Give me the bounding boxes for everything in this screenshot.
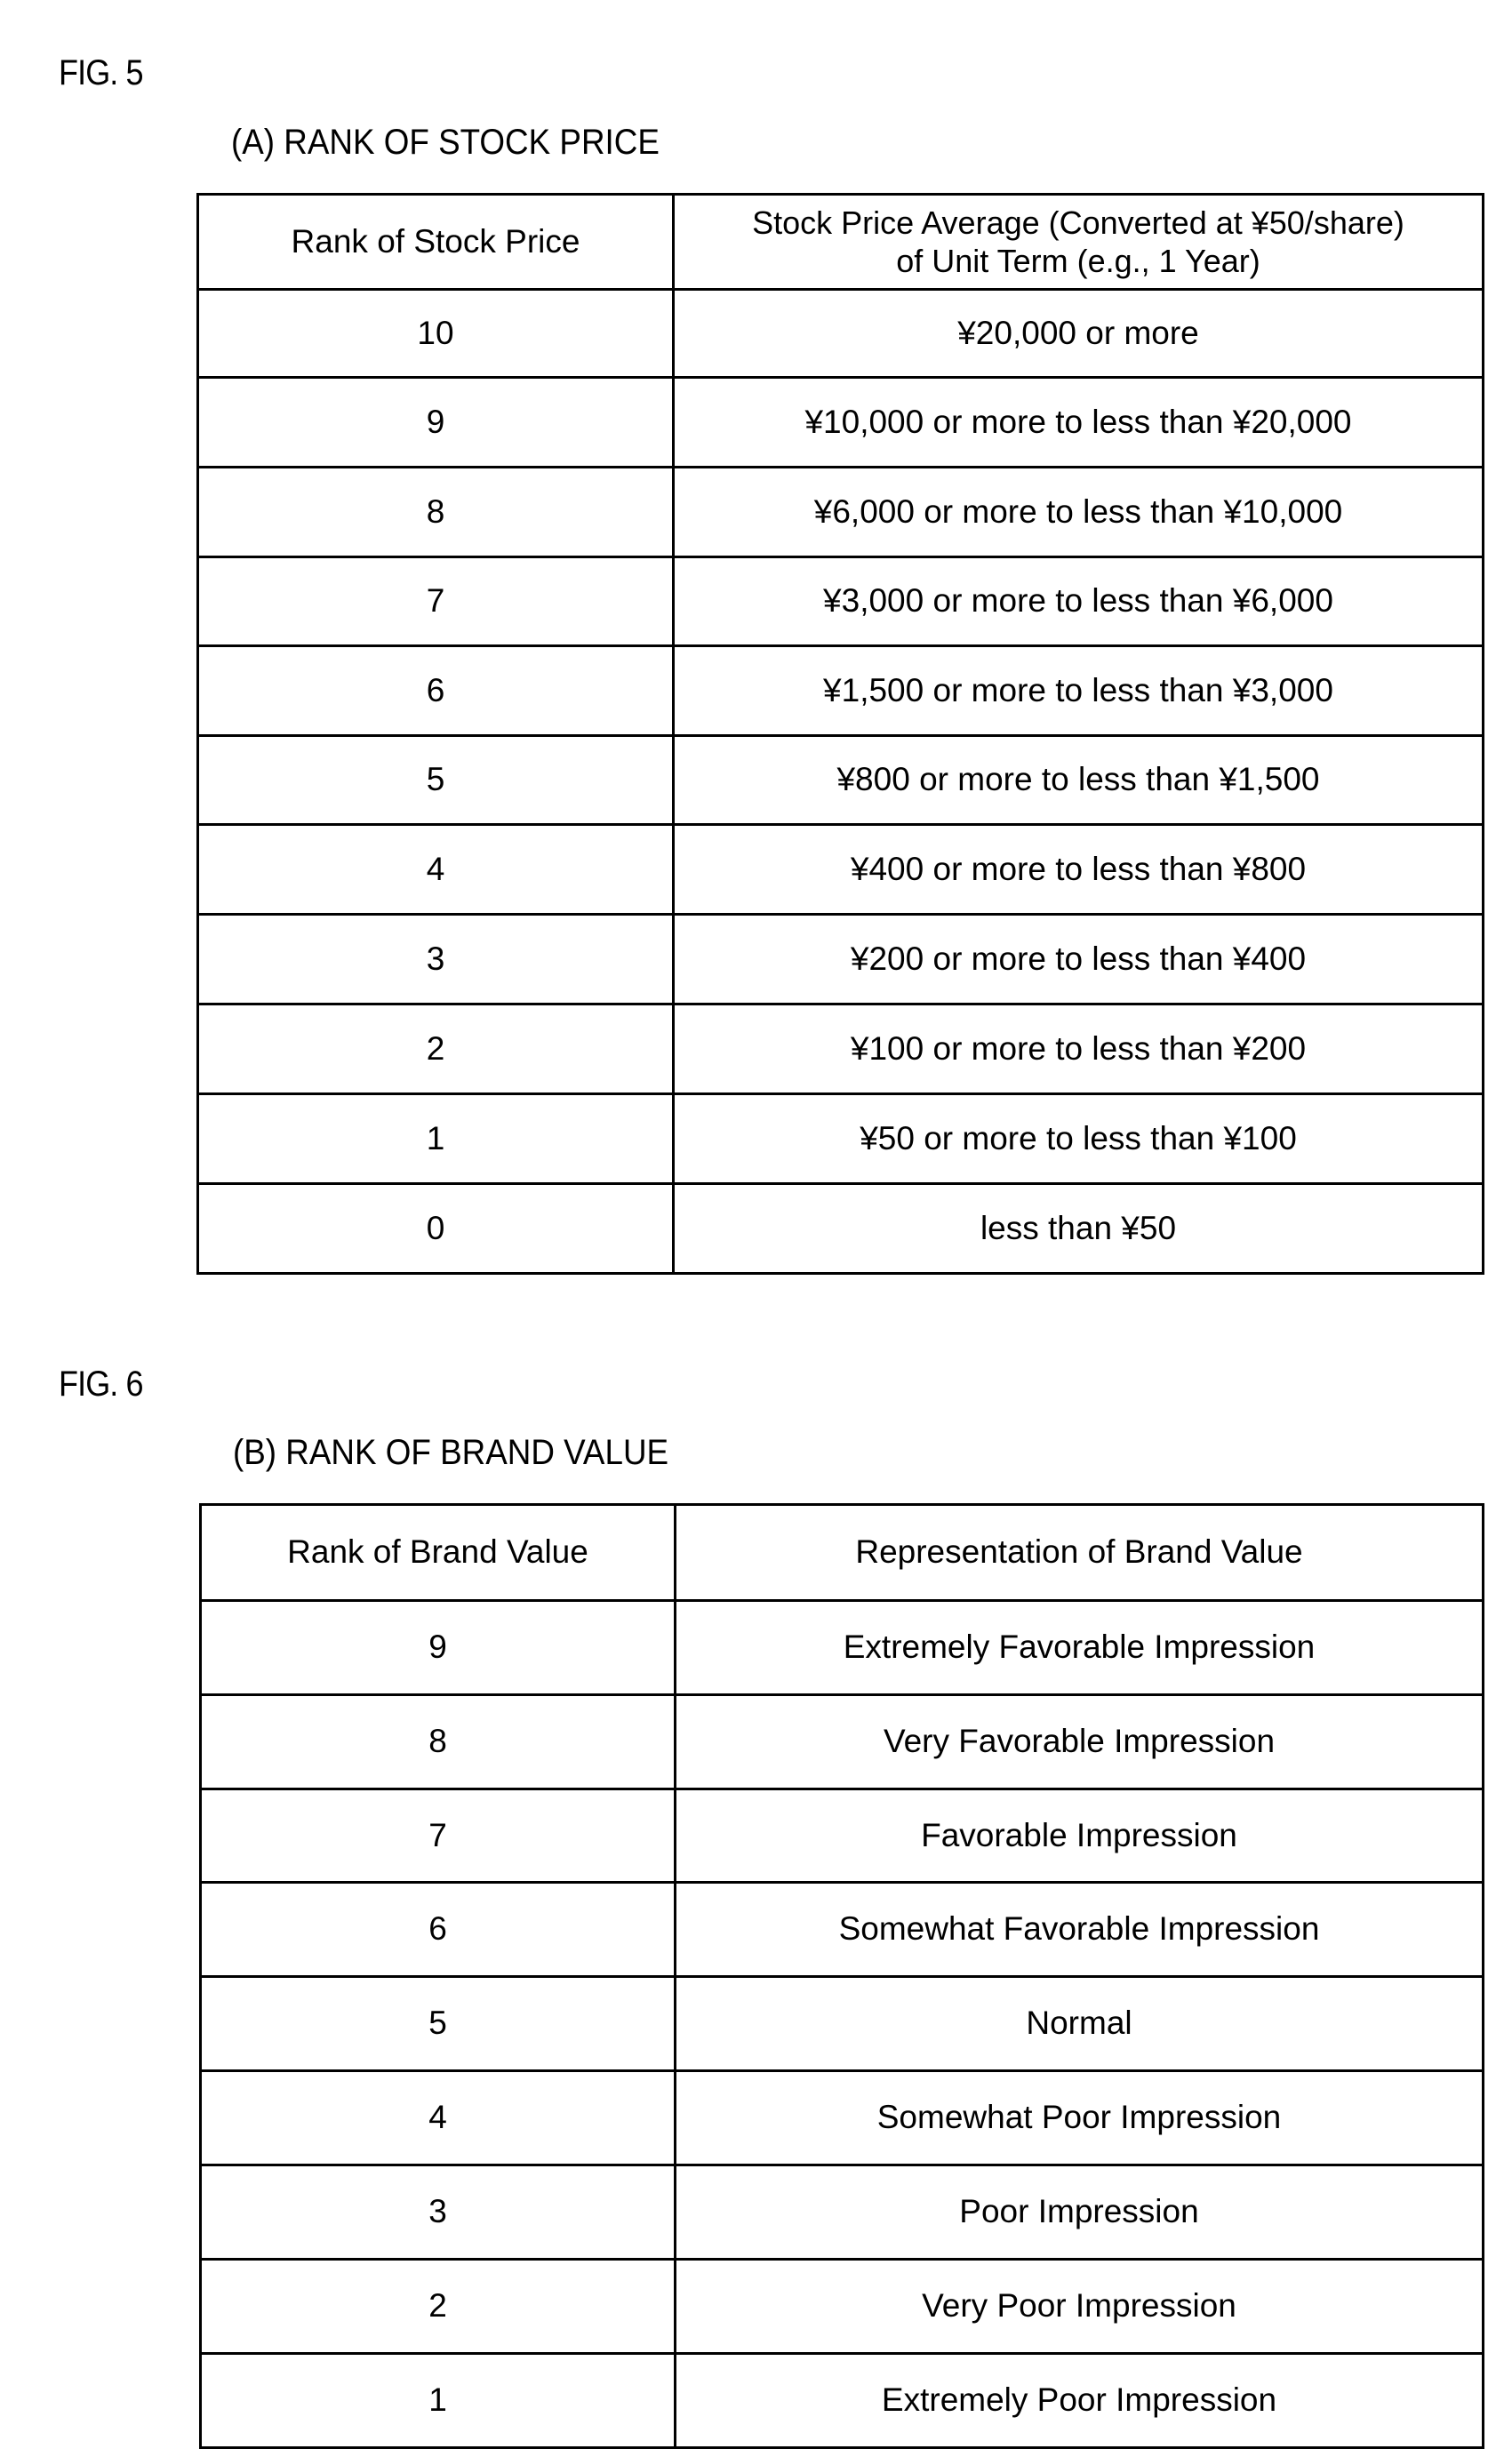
value-cell: Favorable Impression <box>676 1789 1484 1883</box>
rank-cell: 8 <box>198 468 674 557</box>
table-row <box>198 557 1484 646</box>
table-row <box>198 915 1484 1004</box>
rank-cell: 5 <box>201 1977 676 2071</box>
rank-cell: 10 <box>198 290 674 378</box>
header-rank-of-brand-value: Rank of Brand Value <box>201 1505 676 1601</box>
table-row <box>198 1004 1484 1094</box>
rank-cell: 5 <box>198 736 674 825</box>
table-row <box>198 1094 1484 1184</box>
table-row <box>201 1789 1484 1883</box>
value-cell: Very Favorable Impression <box>676 1695 1484 1789</box>
value-cell: less than ¥50 <box>674 1184 1484 1274</box>
table-row <box>201 1695 1484 1789</box>
table-row <box>201 2354 1484 2448</box>
rank-cell: 2 <box>201 2260 676 2354</box>
rank-cell: 4 <box>198 825 674 915</box>
rank-cell: 3 <box>201 2165 676 2260</box>
table-header-row <box>198 195 1484 290</box>
table-row <box>198 468 1484 557</box>
table-row <box>201 1977 1484 2071</box>
rank-cell: 0 <box>198 1184 674 1274</box>
rank-cell: 7 <box>201 1789 676 1883</box>
table-row <box>201 2260 1484 2354</box>
fig5-label: FIG. 5 <box>59 53 143 92</box>
value-cell: Normal <box>676 1977 1484 2071</box>
value-cell: ¥400 or more to less than ¥800 <box>674 825 1484 915</box>
fig5-caption: (A) RANK OF STOCK PRICE <box>231 123 660 162</box>
table-row <box>198 736 1484 825</box>
header-line-1: Stock Price Average (Converted at ¥50/share) <box>752 204 1404 241</box>
value-cell: Very Poor Impression <box>676 2260 1484 2354</box>
rank-cell: 6 <box>201 1883 676 1977</box>
value-cell: ¥3,000 or more to less than ¥6,000 <box>674 557 1484 646</box>
table-row <box>198 646 1484 736</box>
header-line-2: of Unit Term (e.g., 1 Year) <box>896 243 1260 279</box>
fig6-label: FIG. 6 <box>59 1365 143 1404</box>
table-header-row <box>201 1505 1484 1601</box>
rank-cell: 2 <box>198 1004 674 1094</box>
rank-cell: 1 <box>201 2354 676 2448</box>
value-cell: ¥800 or more to less than ¥1,500 <box>674 736 1484 825</box>
value-cell: Somewhat Poor Impression <box>676 2071 1484 2165</box>
value-cell: ¥1,500 or more to less than ¥3,000 <box>674 646 1484 736</box>
header-representation-of-brand-value: Representation of Brand Value <box>676 1505 1484 1601</box>
table-row <box>198 825 1484 915</box>
value-cell: Extremely Favorable Impression <box>676 1601 1484 1695</box>
value-cell: Poor Impression <box>676 2165 1484 2260</box>
table-row <box>201 2071 1484 2165</box>
value-cell: ¥20,000 or more <box>674 290 1484 378</box>
table-row <box>201 2165 1484 2260</box>
rank-cell: 8 <box>201 1695 676 1789</box>
table-row <box>201 1601 1484 1695</box>
rank-cell: 6 <box>198 646 674 736</box>
rank-cell: 1 <box>198 1094 674 1184</box>
fig6-caption: (B) RANK OF BRAND VALUE <box>233 1433 669 1472</box>
value-cell: Somewhat Favorable Impression <box>676 1883 1484 1977</box>
value-cell: ¥200 or more to less than ¥400 <box>674 915 1484 1004</box>
value-cell: Extremely Poor Impression <box>676 2354 1484 2448</box>
header-rank-of-stock-price: Rank of Stock Price <box>198 195 674 290</box>
value-cell: ¥50 or more to less than ¥100 <box>674 1094 1484 1184</box>
rank-cell: 7 <box>198 557 674 646</box>
rank-cell: 9 <box>201 1601 676 1695</box>
stock-price-rank-table <box>196 193 1484 1275</box>
table-row <box>198 378 1484 468</box>
value-cell: ¥6,000 or more to less than ¥10,000 <box>674 468 1484 557</box>
rank-cell: 4 <box>201 2071 676 2165</box>
value-cell: ¥100 or more to less than ¥200 <box>674 1004 1484 1094</box>
rank-cell: 3 <box>198 915 674 1004</box>
value-cell: ¥10,000 or more to less than ¥20,000 <box>674 378 1484 468</box>
table-row <box>198 290 1484 378</box>
header-stock-price-average <box>674 195 1484 290</box>
brand-value-rank-table <box>199 1503 1484 2449</box>
table-row <box>201 1883 1484 1977</box>
rank-cell: 9 <box>198 378 674 468</box>
table-row <box>198 1184 1484 1274</box>
